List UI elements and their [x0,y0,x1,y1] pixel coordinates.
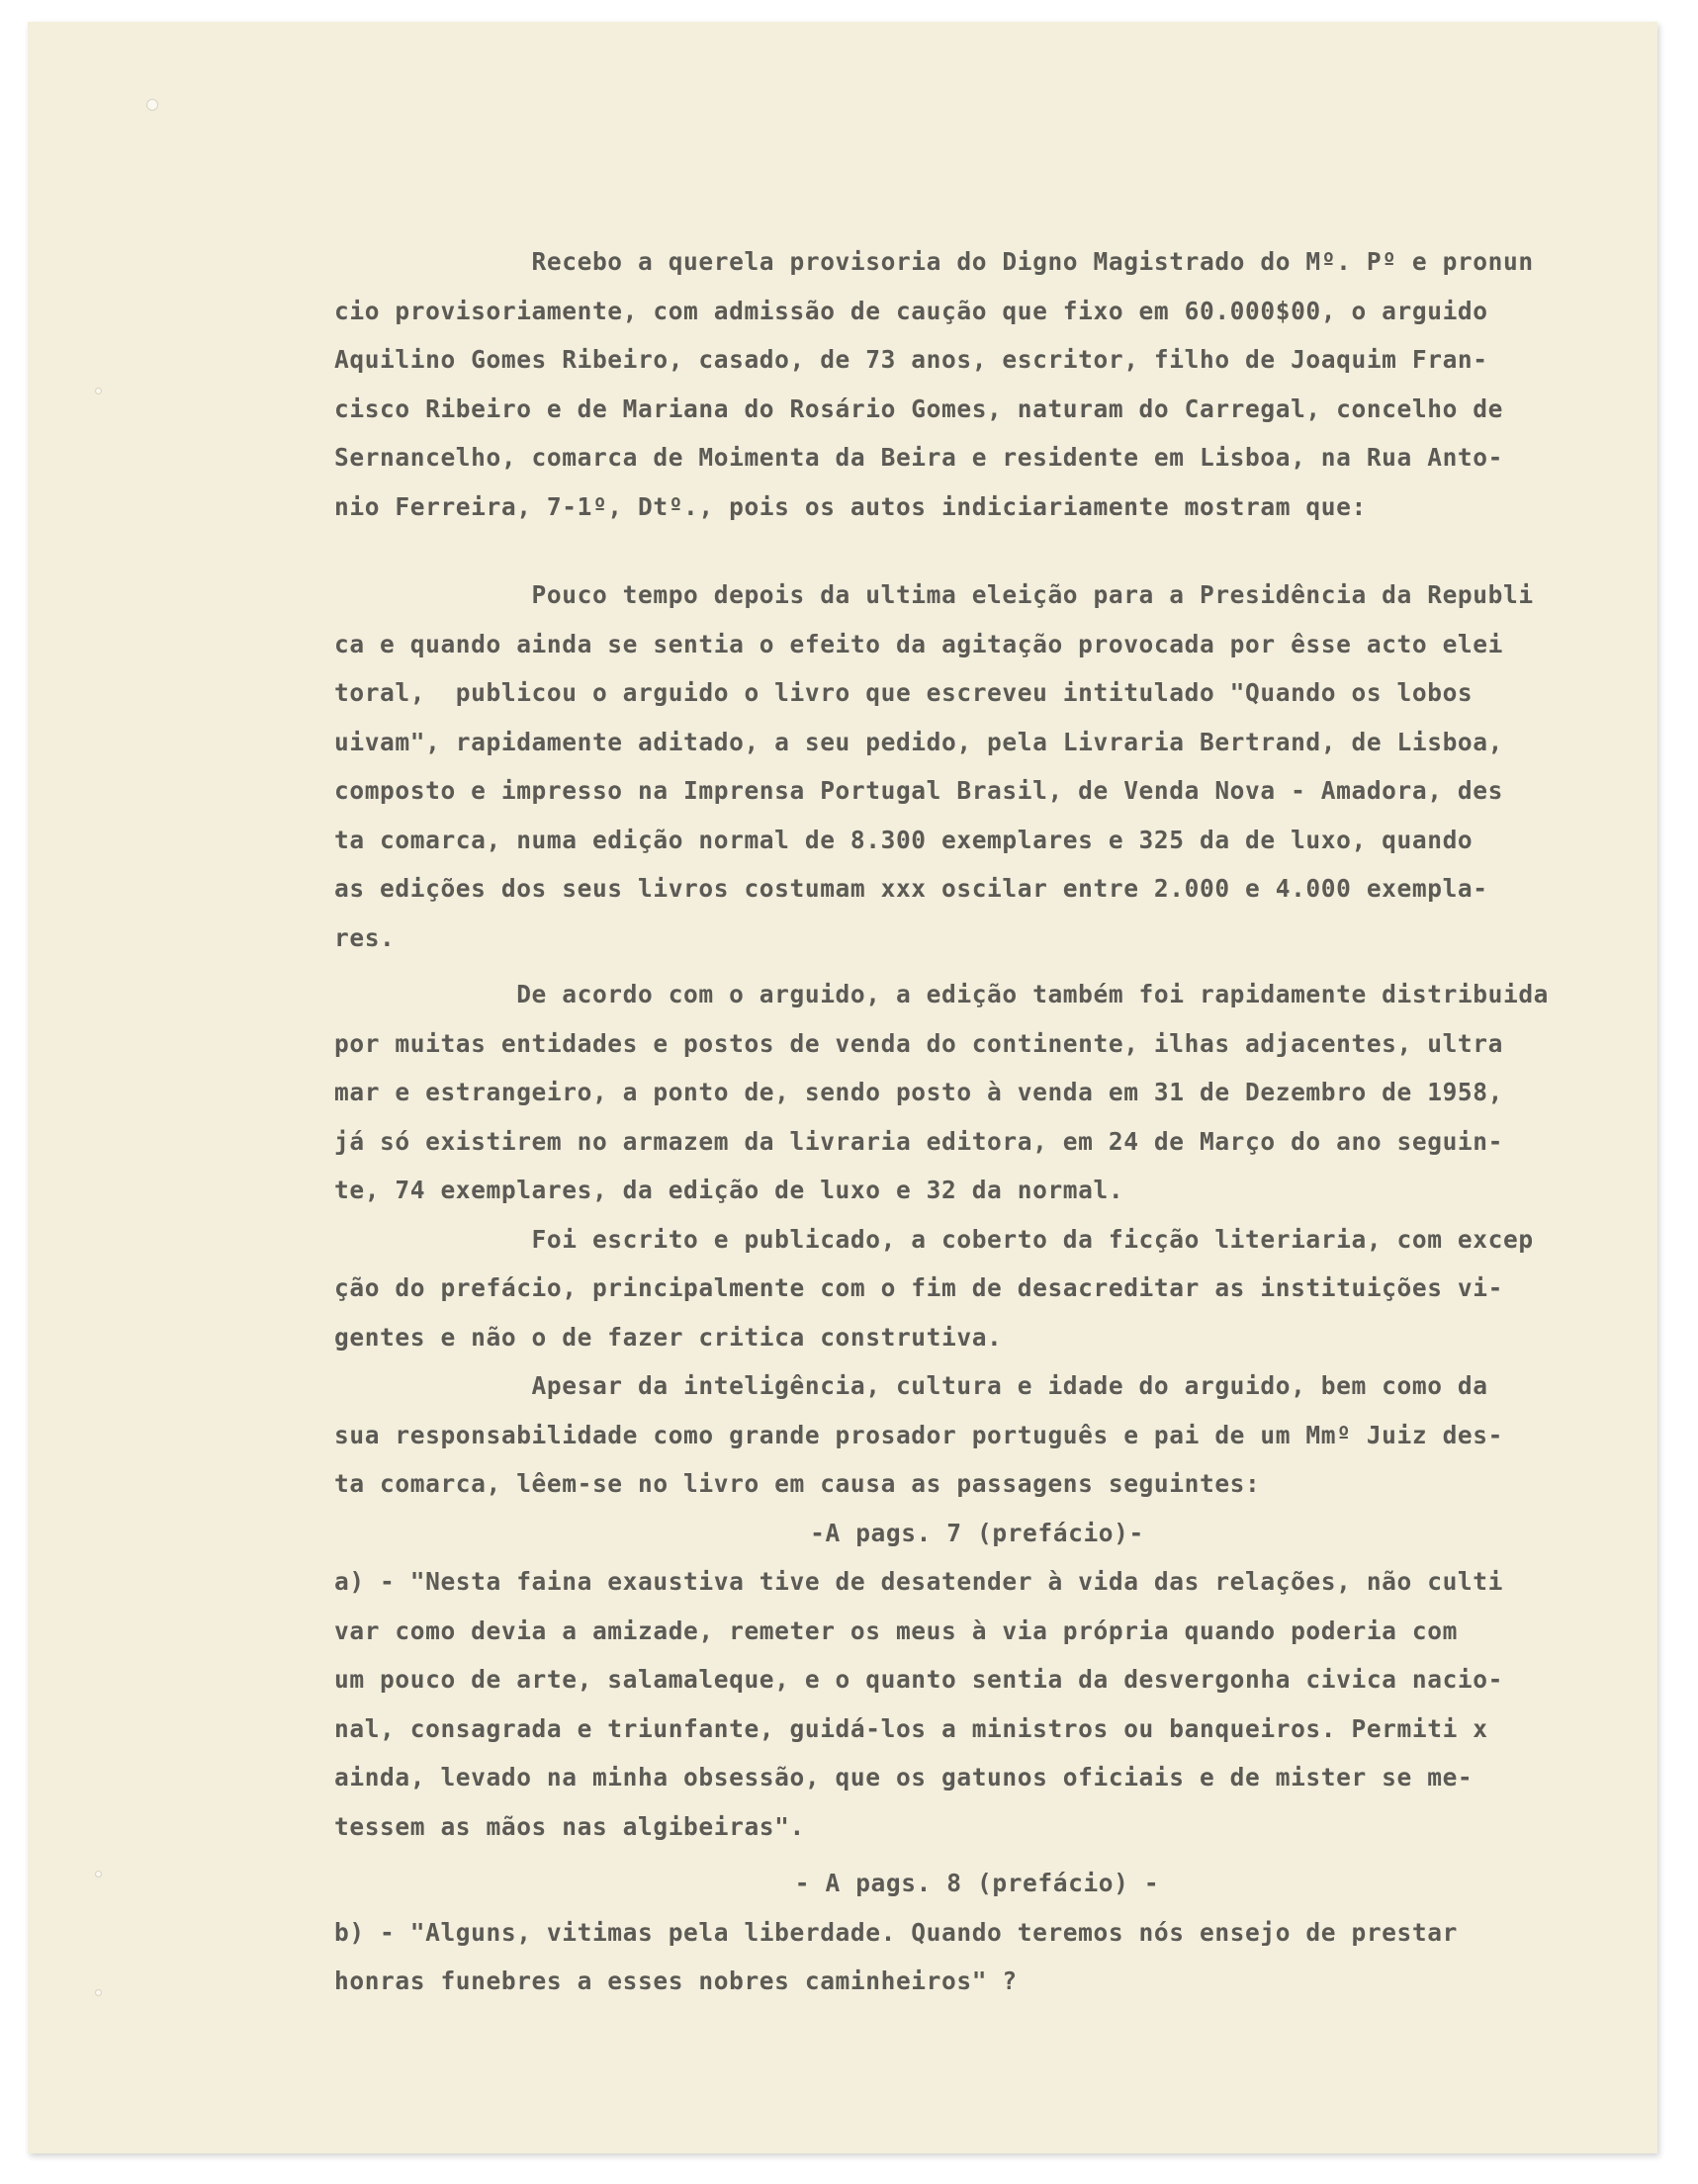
text-line: nio Ferreira, 7-1º, Dtº., pois os autos indiciariamente mostram que: [334,491,1367,521]
punch-mark [95,388,102,394]
text-line: mar e estrangeiro, a ponto de, sendo posto à venda em 31 de Dezembro de 1958, [334,1078,1503,1106]
text-line: Pouco tempo depois da ultima eleição para a Presidência da Republi [334,580,1534,609]
punch-mark [146,99,158,111]
text-line: Aquilino Gomes Ribeiro, casado, de 73 anos, escritor, filho de Joaquim Fran- [334,345,1488,374]
text-line: gentes e não o de fazer critica construtiva. [334,1322,1003,1352]
text-line: toral, publicou o arguido o livro que escreveu intitulado "Quando os lobos [334,678,1474,707]
text-line: tessem as mãos nas algibeiras". [334,1811,805,1841]
section-heading: -A pags. 7 (prefácio)- [810,1518,1144,1547]
text-line: b) - "Alguns, vitimas pela liberdade. Quando teremos nós ensejo de prestar [334,1917,1458,1947]
text-line: a) - "Nesta faina exaustiva tive de desatender à vida das relações, não culti [334,1567,1503,1596]
text-line: te, 74 exemplares, da edição de luxo e 32 da normal. [334,1176,1124,1204]
text-line: honras funebres a esses nobres caminheiros" ? [334,1966,1018,1995]
text-line: var como devia a amizade, remeter os meus à via própria quando poderia com [334,1616,1458,1645]
text-line: já só existirem no armazem da livraria editora, em 24 de Março do ano seguin- [334,1126,1503,1156]
document-page [28,22,1657,2153]
text-line: Foi escrito e publicado, a coberto da ficção literiaria, com excep [334,1224,1534,1254]
text-line: um pouco de arte, salamaleque, e o quanto sentia da desvergonha civica nacio- [334,1665,1503,1694]
text-line: ta comarca, numa edição normal de 8.300 exemplares e 325 da de luxo, quando [334,825,1474,854]
text-line: cio provisoriamente, com admissão de caução que fixo em 60.000$00, o arguido [334,296,1488,325]
text-line: composto e impresso na Imprensa Portugal Brasil, de Venda Nova - Amadora, des [334,776,1503,805]
text-line: ca e quando ainda se sentia o efeito da agitação provocada por êsse acto elei [334,629,1503,658]
text-line: ainda, levado na minha obsessão, que os gatunos oficiais e de mister se me- [334,1763,1474,1791]
text-line: nal, consagrada e triunfante, guidá-los a ministros ou banqueiros. Permiti x [334,1713,1488,1743]
text-line: res. [334,922,396,952]
text-line: Recebo a querela provisoria do Digno Magistrado do Mº. Pº e pronun [334,247,1534,276]
punch-mark [95,1871,102,1878]
text-line: as edições dos seus livros costumam xxx oscilar entre 2.000 e 4.000 exempla- [334,874,1488,903]
punch-mark [95,1989,102,1996]
text-line: Apesar da inteligência, cultura e idade do arguido, bem como da [334,1371,1488,1400]
text-line: ta comarca, lêem-se no livro em causa as passagens seguintes: [334,1469,1261,1498]
typewritten-text [334,237,1620,2006]
text-line: sua responsabilidade como grande prosador português e pai de um Mmº Juiz des- [334,1420,1503,1449]
text-line: Sernancelho, comarca de Moimenta da Beira e residente em Lisboa, na Rua Anto- [334,443,1503,472]
text-line: uivam", rapidamente aditado, a seu pedido, pela Livraria Bertrand, de Lisboa, [334,727,1503,756]
text-line: por muitas entidades e postos de venda do continente, ilhas adjacentes, ultra [334,1028,1503,1058]
text-line: cisco Ribeiro e de Mariana do Rosário Gomes, naturam do Carregal, concelho de [334,393,1503,423]
text-line: ção do prefácio, principalmente com o fim de desacreditar as instituições vi- [334,1273,1503,1302]
section-heading: - A pags. 8 (prefácio) - [794,1869,1160,1897]
text-line: De acordo com o arguido, a edição também foi rapidamente distribuida [334,980,1550,1008]
